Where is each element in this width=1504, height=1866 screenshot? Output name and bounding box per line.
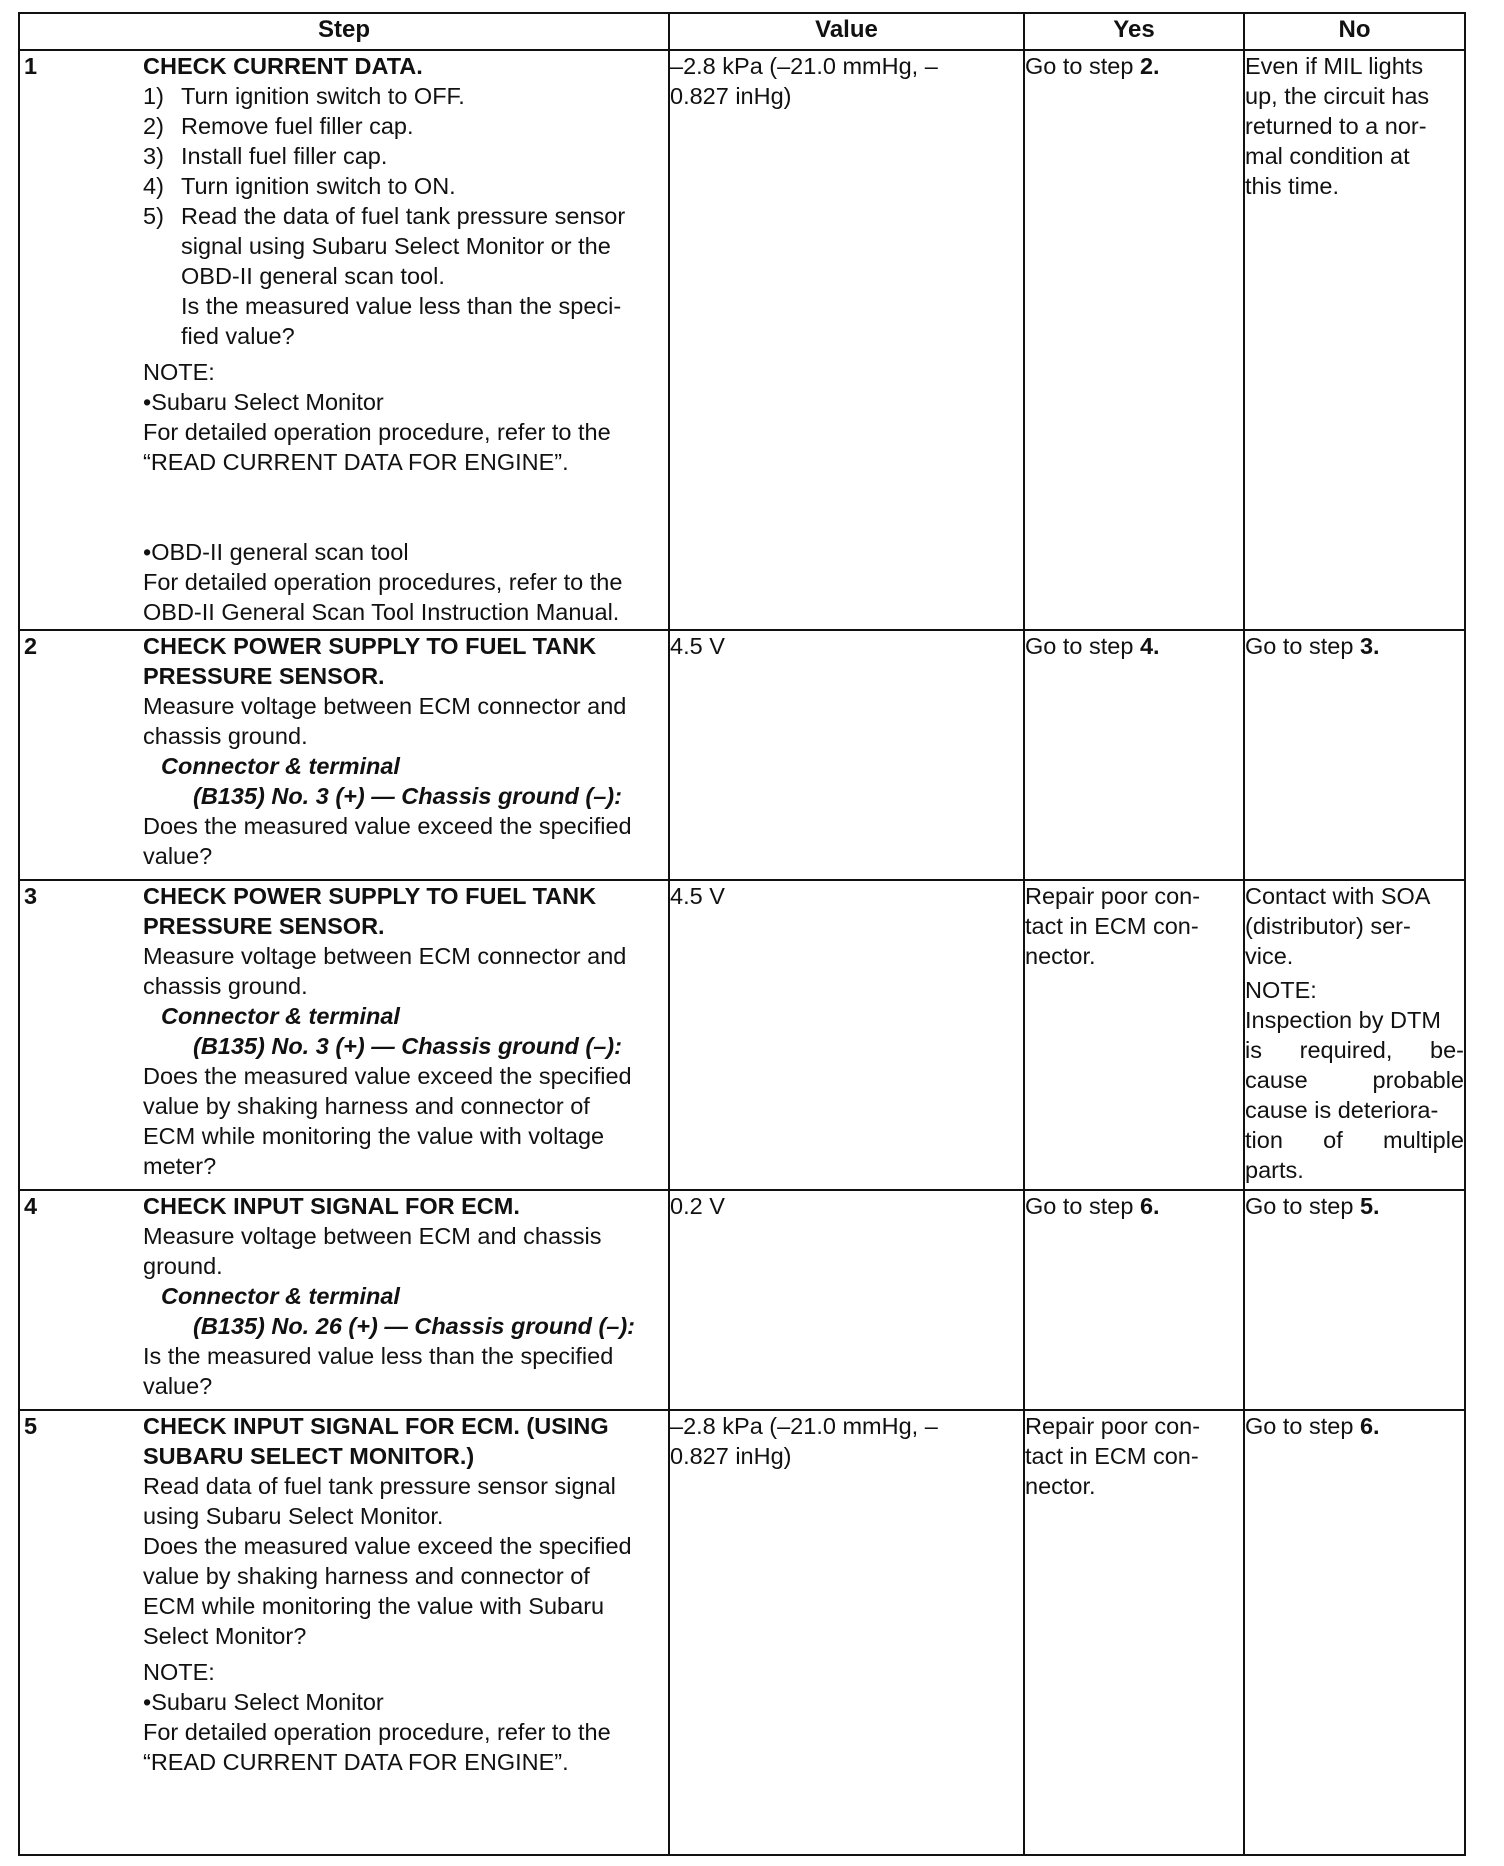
step-cell <box>19 1410 669 1855</box>
connector-label: Connector & terminal <box>161 1003 400 1029</box>
step-question: Select Monitor? <box>143 1623 307 1649</box>
diagnostic-table <box>18 12 1466 1856</box>
no-cell: Go to step 6. <box>1244 1410 1465 1855</box>
connector-label: Connector & terminal <box>161 753 400 779</box>
note-item-title: •Subaru Select Monitor <box>143 389 384 415</box>
step-title: PRESSURE SENSOR. <box>143 913 385 939</box>
step-question: Does the measured value exceed the specified <box>143 1063 632 1089</box>
step-question: Is the measured value less than the speci- <box>181 293 622 319</box>
step-cell <box>19 50 669 630</box>
list-item: 5) Read the data of fuel tank pressure sensor <box>143 203 626 229</box>
step-question: fied value? <box>181 323 295 349</box>
step-question: value? <box>143 1373 213 1399</box>
no-cell: Contact with SOA (distributor) ser- vice. NOTE: Inspection by DTM is required, be- cause probable cause is deteriora- tion of multiple parts. <box>1244 880 1465 1190</box>
yes-cell: Go to step 4. <box>1024 630 1244 880</box>
connector-terminal: (B135) No. 3 (+) — Chassis ground (–): <box>193 783 622 809</box>
step-cell <box>19 630 669 880</box>
step-text: Measure voltage between ECM connector and <box>143 943 627 969</box>
header-no: No <box>1244 13 1465 50</box>
note-text: For detailed operation procedure, refer to the <box>143 1719 611 1745</box>
no-cell: Go to step 3. <box>1244 630 1465 880</box>
header-value: Value <box>669 13 1024 50</box>
step-number: 4 <box>24 1193 38 1219</box>
note-text: “READ CURRENT DATA FOR ENGINE”. <box>143 449 569 475</box>
value-cell: 4.5 V <box>669 630 1024 880</box>
list-item: 4) Turn ignition switch to ON. <box>143 173 456 199</box>
step-text: signal using Subaru Select Monitor or the <box>181 233 611 259</box>
step-question: meter? <box>143 1153 217 1179</box>
connector-label: Connector & terminal <box>161 1283 400 1309</box>
step-text: Read data of fuel tank pressure sensor signal <box>143 1473 616 1499</box>
note-text: For detailed operation procedure, refer to the <box>143 419 611 445</box>
table-row <box>19 50 1465 630</box>
note-text: OBD-II General Scan Tool Instruction Manual. <box>143 599 620 625</box>
step-text: using Subaru Select Monitor. <box>143 1503 444 1529</box>
value-cell: 0.2 V <box>669 1190 1024 1410</box>
step-question: value by shaking harness and connector of <box>143 1093 590 1119</box>
connector-terminal: (B135) No. 3 (+) — Chassis ground (–): <box>193 1033 622 1059</box>
step-question: value? <box>143 843 213 869</box>
step-cell <box>19 880 669 1190</box>
step-cell <box>19 1190 669 1410</box>
header-step: Step <box>19 13 669 50</box>
table-row <box>19 880 1465 1190</box>
yes-cell: Go to step 6. <box>1024 1190 1244 1410</box>
note-label: NOTE: <box>143 359 215 385</box>
step-text: chassis ground. <box>143 973 308 999</box>
header-row <box>19 13 1465 50</box>
step-title: CHECK POWER SUPPLY TO FUEL TANK <box>143 883 597 909</box>
step-number: 1 <box>24 53 38 79</box>
step-title: CHECK INPUT SIGNAL FOR ECM. <box>143 1193 520 1219</box>
step-text: chassis ground. <box>143 723 308 749</box>
yes-cell: Repair poor con- tact in ECM con- nector. <box>1024 1410 1244 1855</box>
step-title: CHECK CURRENT DATA. <box>143 53 423 79</box>
step-question: Is the measured value less than the specified <box>143 1343 614 1369</box>
step-question: value by shaking harness and connector of <box>143 1563 590 1589</box>
no-cell: Even if MIL lights up, the circuit has returned to a nor- mal condition at this time. <box>1244 50 1465 630</box>
step-title: PRESSURE SENSOR. <box>143 663 385 689</box>
step-title: CHECK POWER SUPPLY TO FUEL TANK <box>143 633 597 659</box>
note-text: For detailed operation procedures, refer to the <box>143 569 623 595</box>
note-item-title: •OBD-II general scan tool <box>143 539 409 565</box>
note-text: “READ CURRENT DATA FOR ENGINE”. <box>143 1749 569 1775</box>
step-number: 2 <box>24 633 38 659</box>
step-title: SUBARU SELECT MONITOR.) <box>143 1443 475 1469</box>
list-item: 3) Install fuel filler cap. <box>143 143 388 169</box>
step-question: ECM while monitoring the value with voltage <box>143 1123 605 1149</box>
note-label: NOTE: <box>143 1659 215 1685</box>
step-text: OBD-II general scan tool. <box>181 263 445 289</box>
value-cell: 4.5 V <box>669 880 1024 1190</box>
value-cell: –2.8 kPa (–21.0 mmHg, – 0.827 inHg) <box>669 1410 1024 1855</box>
note-label: NOTE: <box>1245 977 1317 1003</box>
table-row <box>19 630 1465 880</box>
table-row <box>19 1190 1465 1410</box>
yes-cell: Repair poor con- tact in ECM con- nector. <box>1024 880 1244 1190</box>
no-cell: Go to step 5. <box>1244 1190 1465 1410</box>
step-text: Measure voltage between ECM connector and <box>143 693 627 719</box>
value-cell: –2.8 kPa (–21.0 mmHg, – 0.827 inHg) <box>669 50 1024 630</box>
list-item: 2) Remove fuel filler cap. <box>143 113 414 139</box>
step-text: Measure voltage between ECM and chassis <box>143 1223 602 1249</box>
step-number: 3 <box>24 883 38 909</box>
table-row <box>19 1410 1465 1855</box>
step-number: 5 <box>24 1413 38 1439</box>
step-question: Does the measured value exceed the specified <box>143 1533 632 1559</box>
step-question: ECM while monitoring the value with Subaru <box>143 1593 605 1619</box>
note-item-title: •Subaru Select Monitor <box>143 1689 384 1715</box>
connector-terminal: (B135) No. 26 (+) — Chassis ground (–): <box>193 1313 636 1339</box>
step-title: CHECK INPUT SIGNAL FOR ECM. (USING <box>143 1413 609 1439</box>
step-text: ground. <box>143 1253 223 1279</box>
list-item: 1) Turn ignition switch to OFF. <box>143 83 465 109</box>
step-question: Does the measured value exceed the specified <box>143 813 632 839</box>
yes-cell: Go to step 2. <box>1024 50 1244 630</box>
header-yes: Yes <box>1024 13 1244 50</box>
